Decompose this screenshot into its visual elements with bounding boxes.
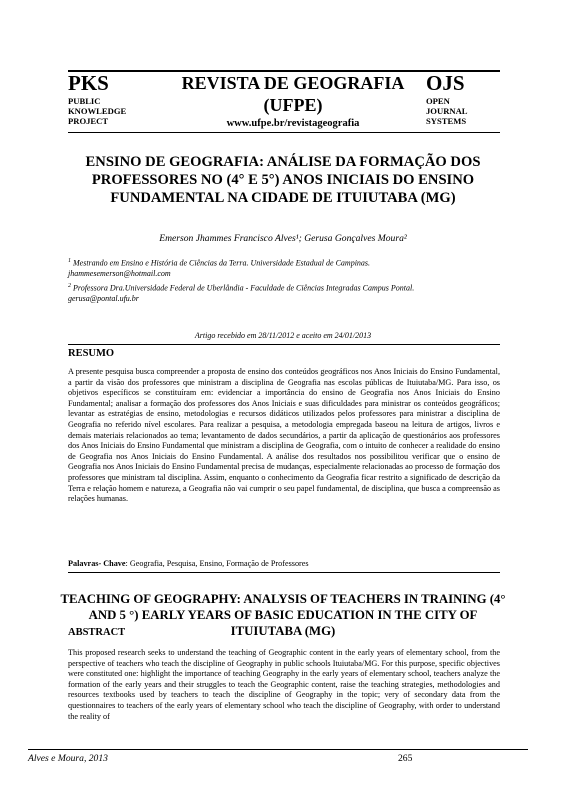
keywords xyxy=(68,559,500,570)
received-date: Artigo recebido em 28/11/2012 e aceito em 24/01/2013 xyxy=(194,331,372,340)
journal-title-line2: (UFPE) xyxy=(263,95,323,115)
abstract-header xyxy=(68,624,500,640)
resumo-header xyxy=(68,344,500,361)
affiliation-text: Mestrando em Ensino e História de Ciências da Terra. Universidade Estadual de Campinas. xyxy=(73,258,371,268)
ojs-line: SYSTEMS xyxy=(426,116,467,126)
pkp-line: KNOWLEDGE xyxy=(68,106,127,116)
affiliation-email: gerusa@pontal.ufu.br xyxy=(68,294,139,304)
pkp-block xyxy=(68,72,154,126)
ojs-logo-text: OJS xyxy=(426,71,465,95)
pkp-logo-text: PKS xyxy=(68,71,109,95)
affiliation-number: 1 xyxy=(68,258,71,264)
ojs-subtitle xyxy=(426,96,500,126)
pkp-line: PUBLIC xyxy=(68,96,101,106)
journal-header xyxy=(68,70,500,132)
affiliation-2 xyxy=(68,281,500,305)
section-rule xyxy=(68,344,500,345)
header-bottom-rule xyxy=(68,132,500,133)
pkp-subtitle xyxy=(68,96,154,126)
abstract-heading: ABSTRACT xyxy=(68,627,126,638)
ojs-line: OPEN xyxy=(426,96,450,106)
journal-title-line1: REVISTA DE GEOGRAFIA xyxy=(181,73,405,93)
ojs-block xyxy=(426,72,500,126)
ojs-line: JOURNAL xyxy=(426,106,468,116)
article-authors: Emerson Jhammes Francisco Alves¹; Gerusa Gonçalves Moura² xyxy=(159,233,407,244)
article-title-pt: ENSINO DE GEOGRAFIA: ANÁLISE DA FORMAÇÃO DOS PROFESSORES NO (4° E 5°) ANOS INICIAIS DO ENSINO FUNDAMENTAL NA CIDADE DE ITUIUTABA (MG) xyxy=(85,154,481,206)
page-number: 265 xyxy=(398,753,413,764)
keywords-rule xyxy=(68,572,500,573)
affiliation-email: jhammesemerson@hotmail.com xyxy=(68,269,171,279)
journal-url: www.ufpe.br/revistageografia xyxy=(226,118,360,129)
resumo-heading: RESUMO xyxy=(68,348,115,359)
article-title-en: TEACHING OF GEOGRAPHY: ANALYSIS OF TEACHERS IN TRAINING (4° AND 5 °) EARLY YEARS OF BASIC EDUCATION IN THE CITY OF ITUIUTABA (MG) xyxy=(60,592,506,638)
pkp-line: PROJECT xyxy=(68,116,109,126)
keywords-text: : Geografia, Pesquisa, Ensino, Formação de Professores xyxy=(125,559,309,568)
keywords-label: Palavras- Chave xyxy=(68,559,126,568)
footer-rule xyxy=(28,749,528,750)
affiliation-1 xyxy=(68,256,500,280)
resumo-text: A presente pesquisa busca compreender a proposta de ensino dos conteúdos geográficos nos Anos Iniciais do Ensino Fundamental, a partir da visão dos professores que ministram a disciplina de Geografia nas escolas públicas de Ituiutaba/MG. Para isso, os objetivos específicos se constituíram em: evidenciar a importância do ensino de Geografia nos Anos Iniciais do Ensino Fundamental; analisar a formação dos professores dos Anos Iniciais e suas dificuldades para ministrar os conteúdos geográficos; levantar as estratégias de ensino, metodologias e recursos didáticos utilizados pelos professores para ministrar a disciplina de Geografia no referido nível escolares. Para realizar a pesquisa, a metodologia empregada baseou na leitura de artigos, livros e demais materiais relacionados ao tema; levantamento de dados secundários, a partir da aplicação de questionários aos professores dos Anos Iniciais do Ensino Fundamental que ministram a disciplina de Geografia, com o intuito de conhecer a realidade do ensino de Geografia nos Anos Iniciais do Ensino Fundamental. A análise dos resultados nos possibilitou verificar que o ensino de Geografia nos Anos Iniciais do Ensino Fundamental precisa de mudanças, especialmente relacionadas ao processo de formação dos professores que ministram tal disciplina. Assim, enquanto o conhecimento da Geografia ficar restrito a significado de descrição da Terra e relação homem e natureza, a Geografia não vai cumprir o seu papel fundamental, de disciplina, que busca a compreensão as relações humanas. xyxy=(68,367,500,504)
abstract-text: This proposed research seeks to understand the teaching of Geographic content in the early years of elementary school, from the perspective of teachers who teach the discipline of Geography in public schools Ituiutaba/MG. For this purpose, specific objectives were constituted one: highlight the importance of teaching Geography in the early years of elementary school, teachers analyze the formation of the early years and their struggles to teach the Geographic content, raise the teaching strategies, methodologies and resources textbooks used by teachers to teach the discipline of Geography in the topic; very of secondary data from the questionnaires to teachers of the early years of elementary school who teach the discipline of Geography, with order to understand the reality of xyxy=(68,648,500,721)
footer-citation: Alves e Moura, 2013 xyxy=(28,753,108,764)
affiliation-number: 2 xyxy=(68,283,71,289)
affiliation-text: Professora Dra.Universidade Federal de Uberlândia - Faculdade de Ciências Integradas Campus Pontal. xyxy=(73,283,415,293)
journal-block xyxy=(168,72,418,130)
